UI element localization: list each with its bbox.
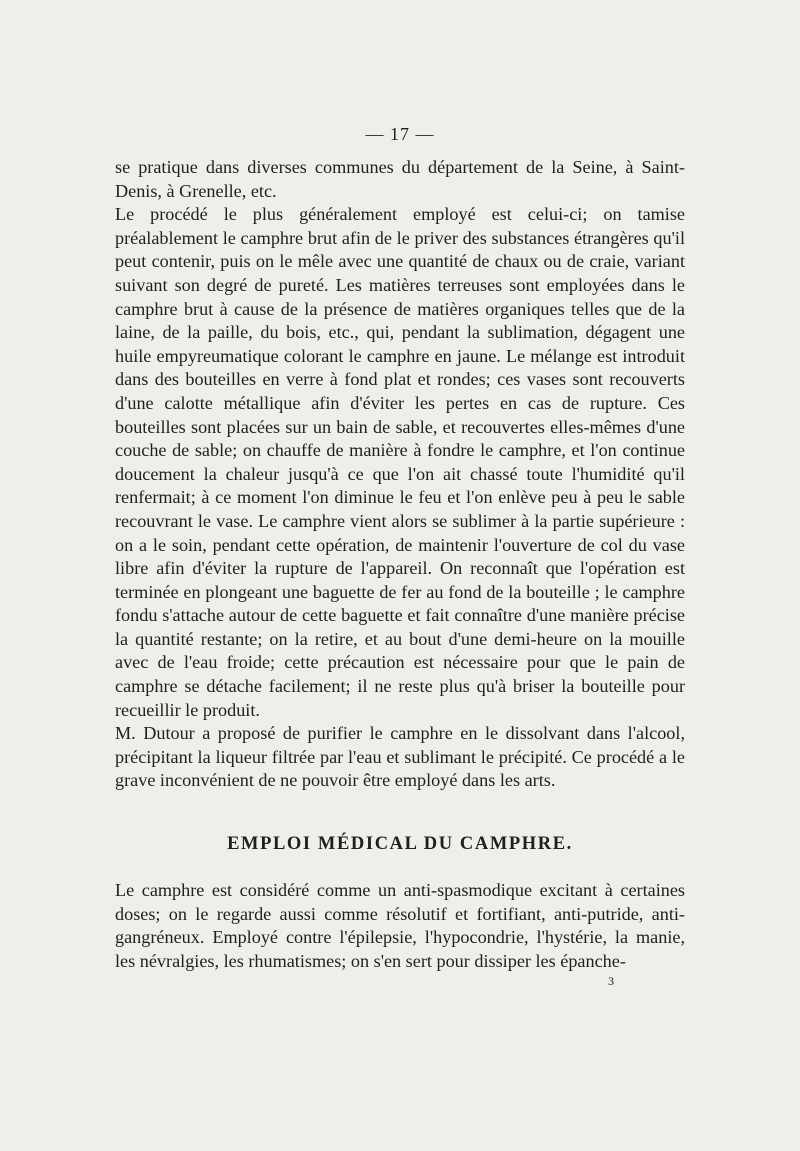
section-text — [115, 879, 685, 973]
paragraph-3: M. Dutour a proposé de purifier le camphre en le dissolvant dans l'alcool, précipitant la liqueur filtrée par l'eau et sublimant le précipité. Ce procédé a le grave inconvénient de ne pouvoir être employé dans les arts. — [115, 723, 685, 791]
page-number: — 17 — — [365, 124, 435, 144]
section-heading: EMPLOI MÉDICAL DU CAMPHRE. — [227, 834, 573, 854]
signature-mark: 3 — [608, 974, 614, 988]
paragraph-4: Le camphre est considéré comme un anti-spasmodique excitant à certaines doses; on le regarde aussi comme résolutif et fortifiant, anti-putride, anti-gangréneux. Employé contre l'épilepsie, l'hypocondrie, l'hystérie, la manie, les névralgies, les rhumatismes; on s'en sert pour dissiper les épanche- — [115, 880, 685, 971]
paragraph-1: se pratique dans diverses communes du département de la Seine, à Saint-Denis, à Grenelle, etc. — [115, 157, 685, 201]
main-text — [115, 156, 685, 793]
paragraph-2: Le procédé le plus généralement employé est celui-ci; on tamise préalablement le camphre brut afin de le priver des substances étrangères qu'il peut contenir, puis on le mêle avec une quantité de chaux ou de craie, variant suivant son degré de pureté. Les matières terreuses sont employées dans le camphre brut à cause de la présence de matières organiques telles que de la laine, de la paille, du bois, etc., qui, pendant la sublimation, dégagent une huile empyreumatique colorant le camphre en jaune. Le mélange est introduit dans des bouteilles en verre à fond plat et rondes; ces vases sont recouverts d'une calotte métallique afin d'éviter les pertes en cas de rupture. Ces bouteilles sont placées sur un bain de sable, et recouvertes elles-mêmes d'une couche de sable; on chauffe de manière à fondre le camphre, et l'on continue doucement la chaleur jusqu'à ce que l'on ait chassé toute l'humidité qu'il renfermait; à ce moment l'on diminue le feu et l'on enlève peu à peu le sable recouvrant le vase. Le camphre vient alors se sublimer à la partie supérieure : on a le soin, pendant cette opération, de maintenir l'ouverture de col du vase libre afin d'éviter la rupture de l'appareil. On reconnaît que l'opération est terminée en plongeant une baguette de fer au fond de la bouteille ; le camphre fondu s'attache autour de cette baguette et fait connaître d'une manière précise la quantité restante; on la retire, et au bout d'une demi-heure on la mouille avec de l'eau froide; cette précaution est nécessaire pour que le pain de camphre se détache facilement; il ne reste plus qu'à briser la bouteille pour recueillir le produit. — [115, 204, 685, 720]
